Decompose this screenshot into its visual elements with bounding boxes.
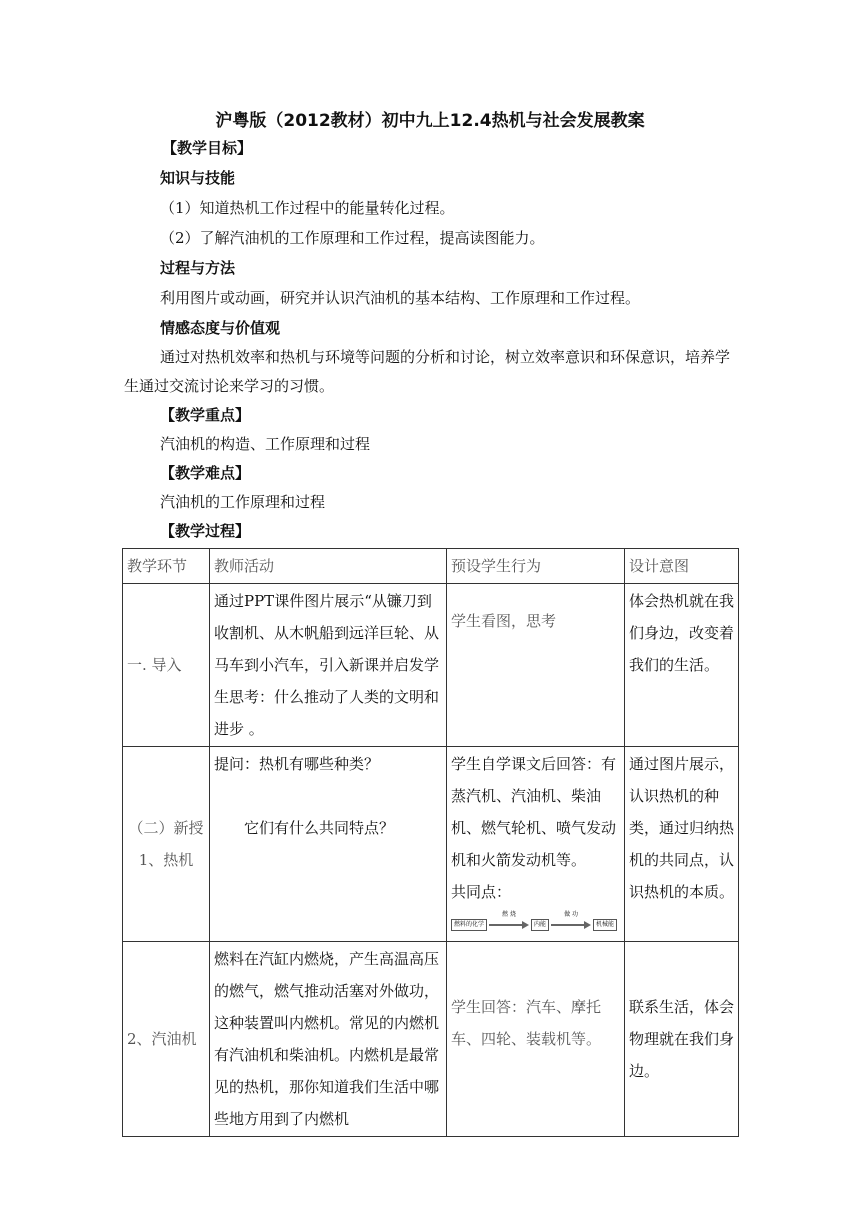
flow-arrow-burn bbox=[489, 911, 529, 930]
table-row bbox=[123, 942, 739, 1137]
row3-intent-text: 联系生活，体会物理就在我们身边。 bbox=[629, 998, 735, 1080]
flow-arrow-work bbox=[551, 911, 591, 930]
row3-student bbox=[447, 942, 625, 1137]
knowledge-item-2: （2）了解汽油机的工作原理和工作过程，提高读图能力。 bbox=[160, 229, 545, 247]
header-stage: 教学环节 bbox=[123, 549, 210, 584]
row3-teacher: 燃料在汽缸内燃烧，产生高温高压的燃气，燃气推动活塞对外做功，这种装置叫内燃机。常见的内燃机有汽油机和柴油机。内燃机是最常见的热机，那你知道我们生活中哪些地方用到了内燃机 bbox=[210, 942, 447, 1137]
procedure-heading: 【教学过程】 bbox=[160, 522, 251, 540]
row1-student bbox=[447, 584, 625, 747]
row1-stage: 一. 导入 bbox=[123, 584, 210, 747]
row3-intent bbox=[625, 942, 739, 1137]
flow-box-internal: 内能 bbox=[531, 919, 549, 931]
knowledge-heading: 知识与技能 bbox=[160, 169, 236, 187]
difficulty-heading: 【教学难点】 bbox=[160, 464, 251, 482]
flow-box-chemical: 燃料的化学 bbox=[451, 919, 487, 931]
goals-heading: 【教学目标】 bbox=[162, 139, 253, 157]
row1-student-text: 学生看图，思考 bbox=[451, 612, 557, 630]
header-teacher: 教师活动 bbox=[210, 549, 447, 584]
page-title: 沪粤版（2012教材）初中九上12.4热机与社会发展教案 bbox=[215, 111, 645, 131]
flow-arrow-work-label: 做 功 bbox=[564, 911, 578, 918]
row2-student-common: 共同点： bbox=[451, 883, 512, 901]
header-student: 预设学生行为 bbox=[447, 549, 625, 584]
attitude-heading: 情感态度与价值观 bbox=[160, 319, 281, 337]
header-intent: 设计意图 bbox=[625, 549, 739, 584]
difficulty-text: 汽油机的工作原理和过程 bbox=[160, 493, 326, 511]
row2-teacher-q2: 它们有什么共同特点？ bbox=[244, 819, 395, 837]
process-text: 利用图片或动画，研究并认识汽油机的基本结构、工作原理和工作过程。 bbox=[160, 289, 641, 307]
row2-student bbox=[447, 747, 625, 942]
flow-arrow-burn-label: 燃 烧 bbox=[502, 911, 516, 918]
lesson-table bbox=[122, 548, 739, 1137]
attitude-text-line2: 生通过交流讨论来学习的习惯。 bbox=[124, 377, 335, 395]
process-heading: 过程与方法 bbox=[160, 259, 236, 277]
row2-stage: （二）新授 1、热机 bbox=[123, 747, 210, 942]
row1-teacher: 通过PPT课件图片展示“从镰刀到收割机、从木帆船到远洋巨轮、从马车到小汽车，引入新课并启发学生思考：什么推动了人类的文明和进步 。 bbox=[210, 584, 447, 747]
key-text: 汽油机的构造、工作原理和过程 bbox=[160, 435, 371, 453]
row3-stage: 2、汽油机 bbox=[123, 942, 210, 1137]
table-header-row bbox=[123, 549, 739, 584]
knowledge-item-1: （1）知道热机工作过程中的能量转化过程。 bbox=[160, 199, 455, 217]
energy-flow-diagram bbox=[451, 911, 620, 936]
key-heading: 【教学重点】 bbox=[160, 406, 251, 424]
row2-teacher-q1: 提问：热机有哪些种类？ bbox=[214, 755, 380, 773]
table-row bbox=[123, 747, 739, 942]
flow-box-mechanical: 机械能 bbox=[593, 919, 617, 931]
row2-intent: 通过图片展示，认识热机的种类，通过归纳热机的共同点，认识热机的本质。 bbox=[625, 747, 739, 942]
row2-teacher bbox=[210, 747, 447, 942]
row3-student-text: 学生回答：汽车、摩托车、四轮、装载机等。 bbox=[451, 998, 602, 1048]
row1-intent: 体会热机就在我们身边，改变着我们的生活。 bbox=[625, 584, 739, 747]
table-row bbox=[123, 584, 739, 747]
row2-student-text: 学生自学课文后回答：有蒸汽机、汽油机、柴油机、燃气轮机、喷气发动机和火箭发动机等。 bbox=[451, 755, 617, 869]
attitude-text-line1: 通过对热机效率和热机与环境等问题的分析和讨论，树立效率意识和环保意识，培养学 bbox=[160, 348, 731, 366]
